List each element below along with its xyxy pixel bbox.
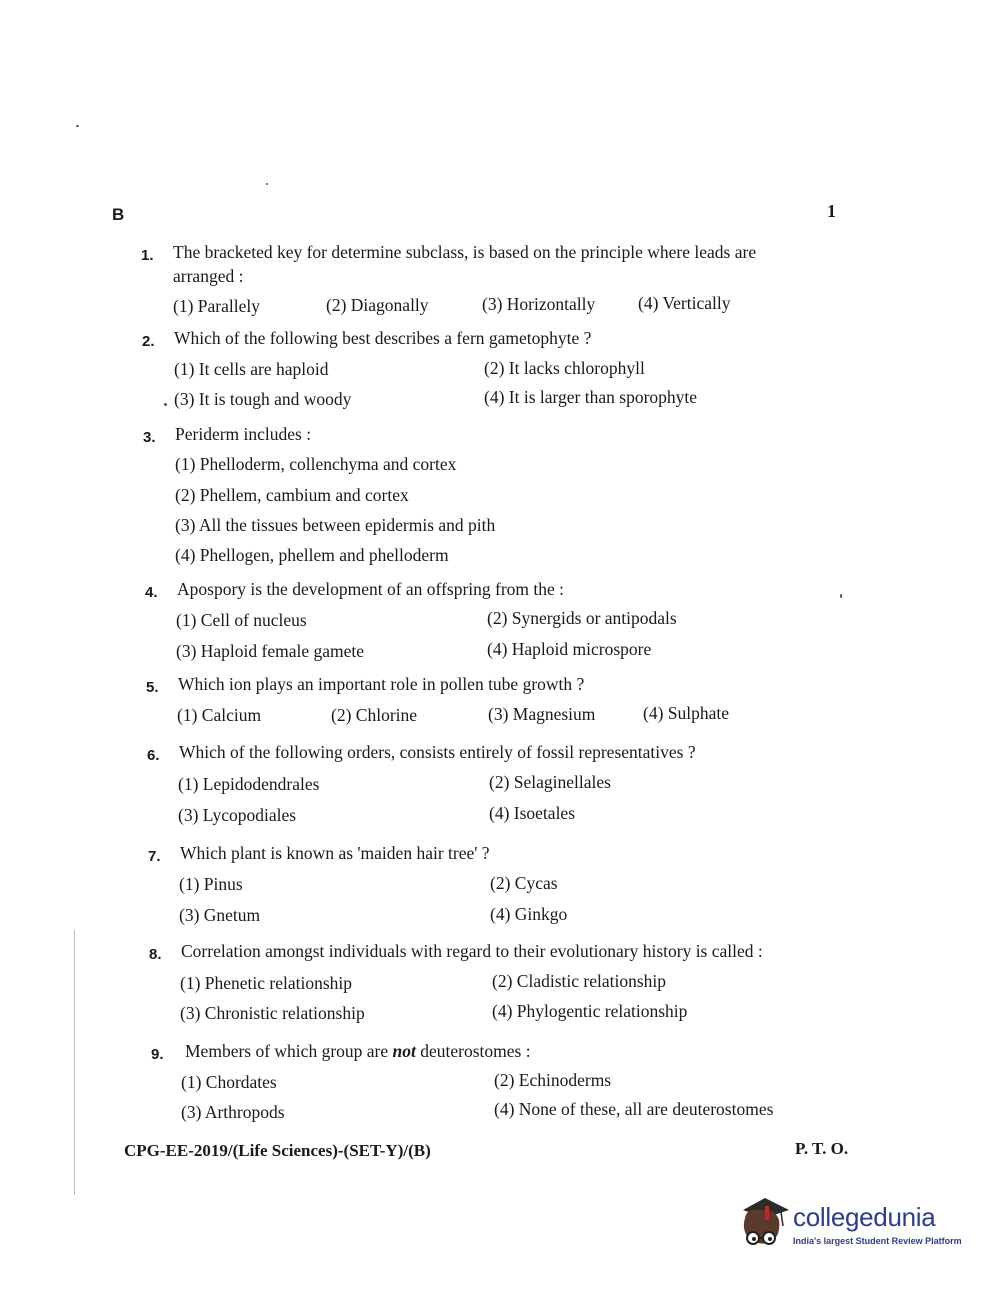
- set-code: B: [112, 205, 125, 224]
- option-2: (2) It lacks chlorophyll: [484, 358, 645, 378]
- question-text: The bracketed key for determine subclass, is based on the principle where leads are: [173, 242, 757, 262]
- option-2: (2) Cladistic relationship: [492, 971, 666, 991]
- question-8: [149, 940, 849, 1030]
- question-text-continued: arranged :: [173, 266, 244, 286]
- option-1: (1) Lepidodendrales: [178, 774, 320, 794]
- question-text: Members of which group are not deuterostomes :: [185, 1041, 531, 1061]
- option-3: (3) All the tissues between epidermis and pith: [175, 515, 496, 535]
- please-turn-over: P. T. O.: [795, 1139, 849, 1158]
- question-number: 1.: [141, 247, 154, 264]
- option-1: (1) Chordates: [181, 1072, 277, 1092]
- question-text: Apospory is the development of an offspring from the :: [177, 579, 565, 599]
- question-number: 8.: [149, 946, 162, 963]
- question-number: 3.: [143, 429, 156, 446]
- option-2: (2) Cycas: [490, 873, 558, 893]
- question-text: Periderm includes :: [175, 424, 312, 444]
- option-3: (3) Gnetum: [179, 905, 261, 925]
- question-5: [146, 673, 846, 733]
- question-number: 2.: [142, 333, 155, 350]
- logo-tagline: India's largest Student Review Platform: [793, 1236, 962, 1246]
- option-4: (4) It is larger than sporophyte: [484, 387, 698, 407]
- option-3: (3) Horizontally: [482, 294, 596, 314]
- option-4: (4) Phylogentic relationship: [492, 1001, 688, 1021]
- scan-speck: [266, 183, 268, 185]
- question-4: [145, 578, 845, 668]
- scan-speck: [840, 594, 842, 598]
- option-2: (2) Diagonally: [326, 295, 429, 315]
- question-2: [142, 327, 842, 417]
- question-number: 9.: [151, 1046, 164, 1063]
- question-number: 4.: [145, 584, 158, 601]
- logo-wordmark: collegedunia: [793, 1202, 936, 1232]
- emphasis-not: not: [392, 1041, 416, 1061]
- scan-speck: [164, 403, 167, 406]
- option-3: (3) Chronistic relationship: [180, 1003, 365, 1023]
- option-3: (3) Lycopodiales: [178, 805, 297, 825]
- question-number: 7.: [148, 848, 161, 865]
- option-4: (4) Isoetales: [489, 803, 576, 823]
- scan-speck: [76, 125, 79, 127]
- question-number: 6.: [147, 747, 160, 764]
- question-1: [141, 241, 841, 321]
- option-2: (2) Echinoderms: [494, 1070, 612, 1090]
- option-1: (1) Pinus: [179, 874, 243, 894]
- option-4: (4) Sulphate: [643, 703, 730, 723]
- option-1: (1) Calcium: [177, 705, 262, 725]
- question-number: 5.: [146, 679, 159, 696]
- option-2: (2) Synergids or antipodals: [487, 608, 677, 628]
- question-text: Which of the following orders, consists entirely of fossil representatives ?: [179, 742, 696, 762]
- mascot-icon: [735, 1196, 791, 1256]
- question-7: [148, 842, 848, 932]
- scan-margin-line: [74, 930, 75, 1195]
- question-6: [147, 741, 847, 831]
- option-1: (1) It cells are haploid: [174, 359, 329, 379]
- option-3: (3) Haploid female gamete: [176, 641, 365, 661]
- question-3: [143, 423, 843, 573]
- option-2: (2) Selaginellales: [489, 772, 611, 792]
- option-4: (4) Vertically: [638, 293, 731, 313]
- option-4: (4) Phellogen, phellem and phelloderm: [175, 545, 449, 565]
- option-1: (1) Phenetic relationship: [180, 973, 353, 993]
- option-3: (3) Arthropods: [181, 1102, 285, 1122]
- question-text: Which plant is known as 'maiden hair tree' ?: [180, 843, 490, 863]
- question-text: Which of the following best describes a fern gametophyte ?: [174, 328, 592, 348]
- option-1: (1) Phelloderm, collenchyma and cortex: [175, 454, 457, 474]
- option-2: (2) Phellem, cambium and cortex: [175, 485, 409, 505]
- exam-code: CPG-EE-2019/(Life Sciences)-(SET-Y)/(B): [124, 1141, 431, 1160]
- page-number: 1: [827, 201, 836, 221]
- question-9: [151, 1040, 851, 1130]
- question-text: Correlation amongst individuals with regard to their evolutionary history is called :: [181, 941, 763, 961]
- question-text: Which ion plays an important role in pollen tube growth ?: [178, 674, 585, 694]
- option-2: (2) Chlorine: [331, 705, 418, 725]
- option-3: (3) It is tough and woody: [174, 389, 352, 409]
- collegedunia-watermark: [735, 1196, 965, 1256]
- option-4: (4) Haploid microspore: [487, 639, 652, 659]
- option-4: (4) Ginkgo: [490, 904, 568, 924]
- option-3: (3) Magnesium: [488, 704, 596, 724]
- option-1: (1) Cell of nucleus: [176, 610, 307, 630]
- option-4: (4) None of these, all are deuterostomes: [494, 1099, 774, 1119]
- option-1: (1) Parallely: [173, 296, 260, 316]
